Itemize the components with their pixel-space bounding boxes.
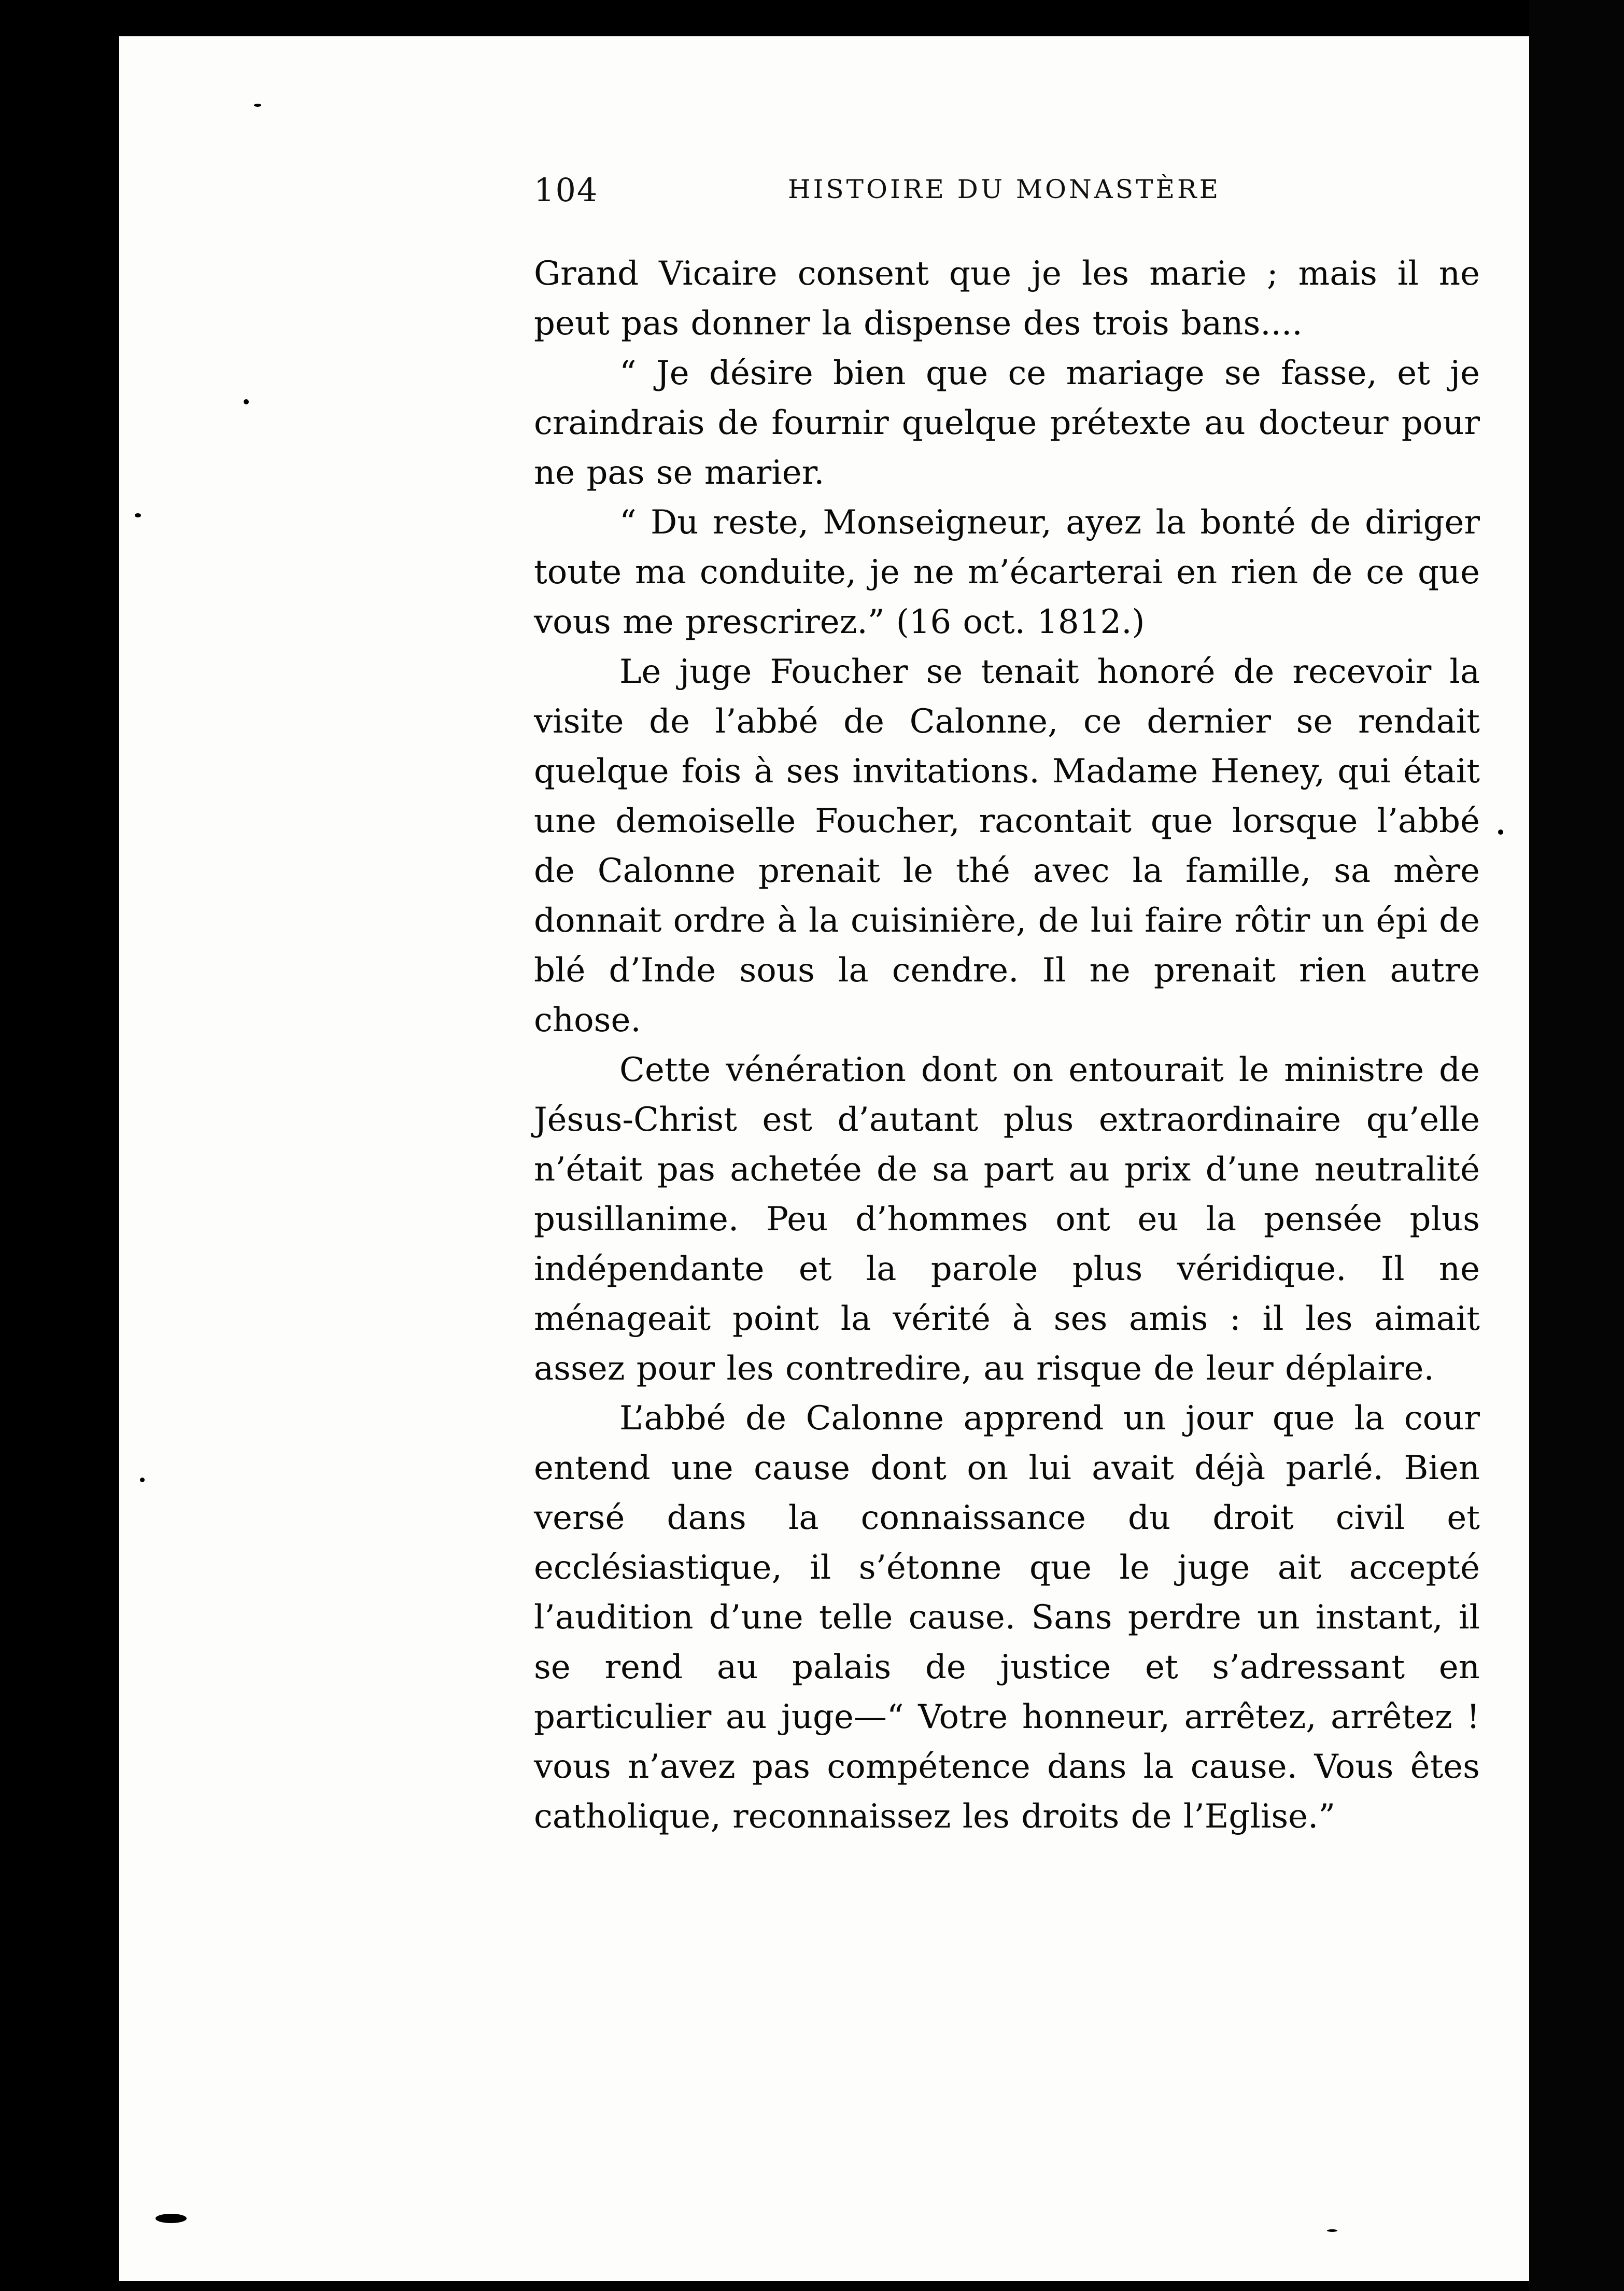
scan-speck bbox=[1327, 2229, 1337, 2232]
scan-border-left bbox=[0, 0, 119, 2291]
scan-speck bbox=[1498, 830, 1503, 835]
scan-speck bbox=[156, 2214, 187, 2223]
scan-border-right bbox=[1529, 0, 1624, 2291]
paragraph: Grand Vicaire consent que je les marie ; mais il ne peut pas donner la dispense des trois bans.... bbox=[534, 255, 1480, 343]
running-head bbox=[534, 171, 1488, 223]
scan-border-top bbox=[0, 0, 1624, 36]
paragraph: “ Je désire bien que ce mariage se fasse, et je craindrais de fournir quelque prétexte au docteur pour ne pas se marier. bbox=[534, 354, 1480, 492]
page-number: 104 bbox=[534, 171, 599, 209]
running-title: HISTOIRE DU MONASTÈRE bbox=[788, 174, 1221, 204]
scan-speck bbox=[135, 513, 141, 517]
paragraph: Le juge Foucher se tenait honoré de recevoir la visite de l’abbé de Calonne, ce dernier se rendait quelque fois à ses invitations. Madame Heney, qui était une demoiselle Foucher, racontait que lorsque l’abbé de Calonne prenait le thé avec la famille, sa mère donnait ordre à la cuisinière, de lui faire rôtir un épi de blé d’Inde sous la cendre. Il ne prenait rien autre chose. bbox=[534, 653, 1480, 1039]
body-text bbox=[534, 249, 1480, 1842]
paragraph: Cette vénération dont on entourait le ministre de Jésus-Christ est d’autant plus extraordinaire qu’elle n’était pas achetée de sa part au prix d’une neutralité pusillanime. Peu d’hommes ont eu la pensée plus indépendante et la parole plus véridique. Il ne ménageait point la vérité à ses amis : il les aimait assez pour les contredire, au risque de leur déplaire. bbox=[534, 1051, 1480, 1388]
scan-speck bbox=[254, 104, 261, 107]
paragraph: “ Du reste, Monseigneur, ayez la bonté de diriger toute ma conduite, je ne m’écarterai en rien de ce que vous me prescrirez.” (16 oct. 1812.) bbox=[534, 503, 1480, 641]
scan-speck bbox=[244, 399, 249, 404]
scan-speck bbox=[140, 1478, 145, 1482]
paragraph: L’abbé de Calonne apprend un jour que la cour entend une cause dont on lui avait déjà parlé. Bien versé dans la connaissance du droit civil et ecclésiastique, il s’étonne que le juge ait accepté l’audition d’une telle cause. Sans perdre un instant, il se rend au palais de justice et s’adressant en particulier au juge—“ Votre honneur, arrêtez, arrêtez ! vous n’avez pas compétence dans la cause. Vous êtes catholique, reconnaissez les droits de l’Eglise.” bbox=[534, 1399, 1480, 1836]
